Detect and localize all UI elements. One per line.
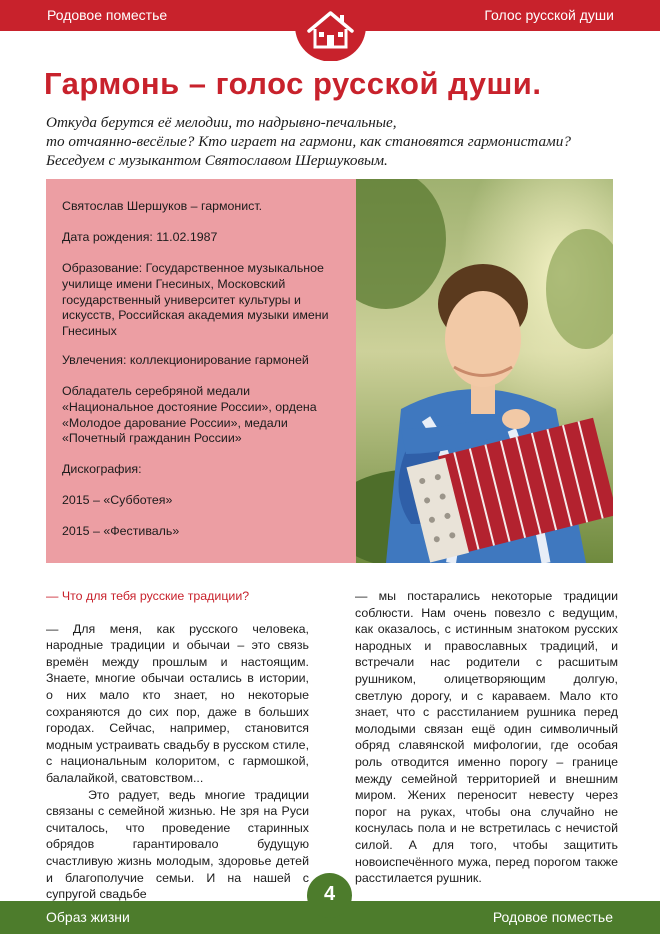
bio-name: Святослав Шершуков – гармонист. <box>62 199 263 213</box>
lead-line: Откуда берутся её мелодии, то надрывно-печальные, <box>46 114 397 131</box>
section-name: Голос русской души <box>484 7 614 23</box>
bio-hobbies: Увлечения: коллекционирование гармоней <box>62 353 309 367</box>
lead-line: то отчаянно-весёлые? Кто играет на гармони, как становятся гармонистами? <box>46 133 571 150</box>
bio-education: Образование: Государственное музыкальное училище имени Гнесиных, Московский государственный университет культуры и искусств, Российская академия музыки имени Гнесиных <box>62 261 329 339</box>
interview-answer: — мы постарались некоторые традиции соблюсти. Нам очень повезло с ведущим, как оказалось, с истинным знатоком русских народных и православных традиций, и встречали нас родители с расшитым рушником, олицетворяющим долгую, светлую дорогу, и с караваем. Мало кто знает, что с расстиланием рушника перед молодыми связан ещё один символичный обряд славянской мифологии, где особая роль отводится именно порогу – границе между семейной территорией и внешним миром. Жених переносит невесту через порог на руках, чтобы она случайно не коснулась пола и не встретилась с нечистой силой. А для того, чтобы защитить новоиспечённого мужа, перед порогом также расстилается рушник. <box>355 589 618 886</box>
page-number: 4 <box>307 873 352 918</box>
bio-awards: Обладатель серебряной медали «Национальное достояние России», ордена «Молодое дарование России», медали «Почетный гражданин России» <box>62 384 317 446</box>
musician-photo <box>356 179 613 563</box>
bio-discography-label: Дискография: <box>62 462 142 476</box>
footer-section: Образ жизни <box>46 909 130 925</box>
text-column-left <box>46 588 309 903</box>
footer-magazine-name: Родовое поместье <box>492 909 613 925</box>
interview-answer: — Для меня, как русского человека, народные традиции и обычаи – это связь времён между прошлым и настоящим. Знаете, многие обычаи остались в истории, о них мало кто знает, но некоторые сохраняются до сих пор, даже в больших городах. Сейчас, например, становится модным устраивать свадьбу в русском стиле, с национальным колоритом, с гармошкой, балалайкой, сватовством... <box>46 621 310 785</box>
bio-album: 2015 – «Фестиваль» <box>62 524 180 538</box>
bio-birth-date: Дата рождения: 11.02.1987 <box>62 230 218 244</box>
bio-album: 2015 – «Субботея» <box>62 493 173 507</box>
bio-infobox <box>46 179 357 563</box>
lead-line: Беседуем с музыкантом Святославом Шершуковым. <box>46 152 388 169</box>
interview-question: — Что для тебя русские традиции? <box>46 589 250 603</box>
house-logo-icon <box>295 1 366 61</box>
text-column-right <box>355 588 618 887</box>
article-title: Гармонь – голос русской души. <box>44 66 542 101</box>
article-lead <box>46 113 626 170</box>
interview-answer: Это радует, ведь многие традиции связаны с семейной жизнью. Не зря на Руси считалось, что проведение старинных обрядов гарантировало будущую счастливую жизнь молодым, здоровье детей и благополучие семьи. И на нашей с супругой свадьбе <box>46 787 309 902</box>
magazine-name: Родовое поместье <box>47 7 168 23</box>
